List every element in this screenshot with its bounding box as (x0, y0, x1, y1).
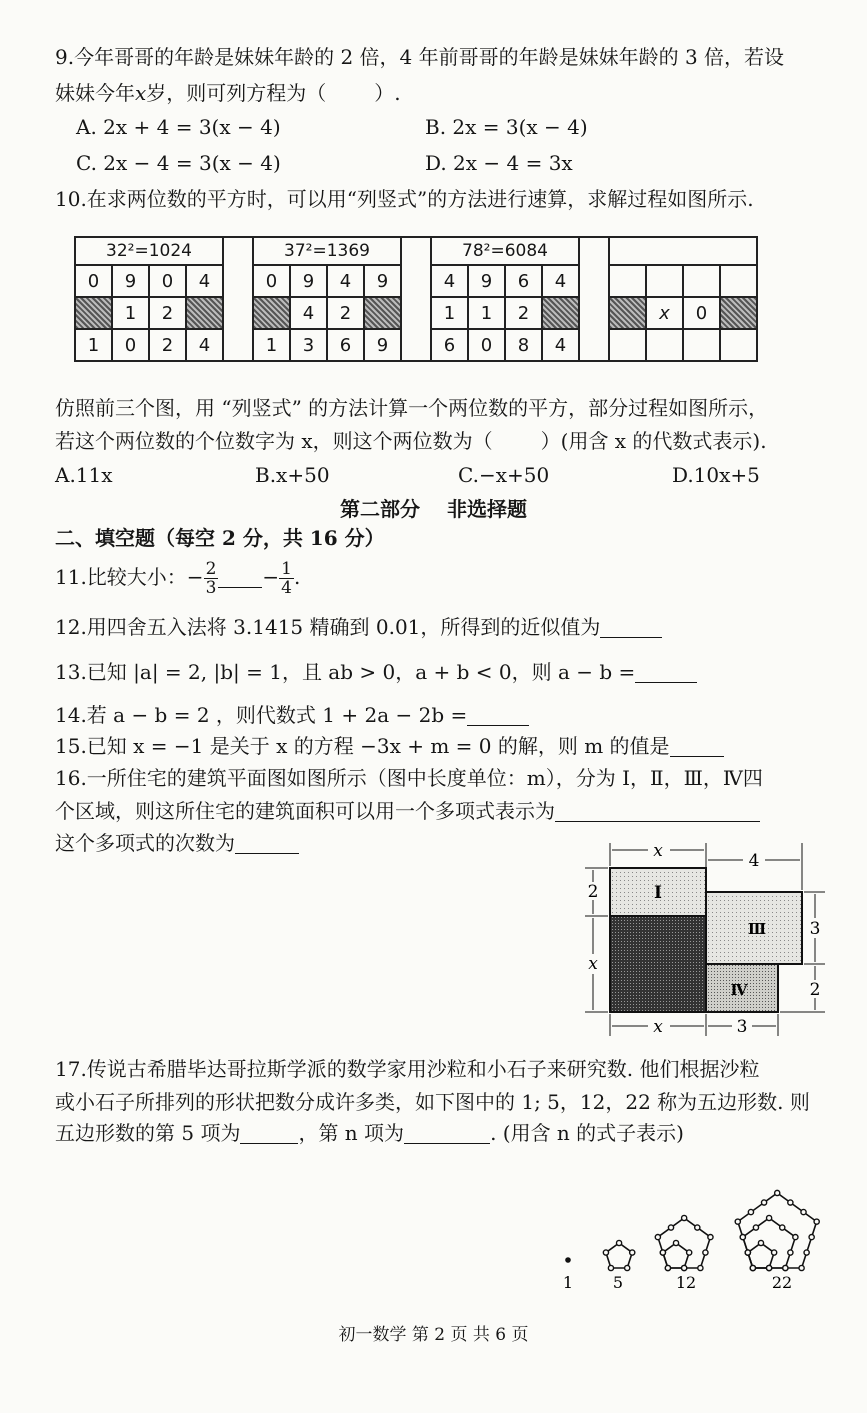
pent-dot (625, 1265, 630, 1270)
cell (720, 329, 757, 361)
pent-label-5: 5 (612, 1273, 624, 1292)
pent-dot (608, 1265, 613, 1270)
pent-dot (603, 1250, 608, 1255)
q9-option-d: D. 2x − 4 = 3x (425, 151, 573, 175)
cell: 4 (431, 265, 468, 297)
pent-outline (738, 1193, 817, 1268)
q9-line2: 妹妹今年x岁，则可列方程为（ ）. (55, 81, 401, 105)
q16-line2: 个区域，则这所住宅的建筑面积可以用一个多项式表示为 (55, 796, 760, 826)
cell (683, 329, 720, 361)
cell: 1 (431, 297, 468, 329)
cell: 4 (542, 265, 579, 297)
pent-dot (698, 1265, 703, 1270)
dim-right-3: 3 (809, 919, 821, 939)
pent-dot (660, 1250, 665, 1255)
pent-dot (735, 1219, 740, 1224)
cell: 9 (468, 265, 505, 297)
region-4-label: Ⅳ (730, 981, 748, 999)
dim-top-4: 4 (748, 851, 760, 871)
pent-dot (750, 1265, 755, 1270)
pent-dot (695, 1225, 700, 1230)
cell: 1 (75, 329, 112, 361)
cell (646, 329, 683, 361)
pent-dot (682, 1265, 687, 1270)
part-two-title: 第二部分 非选择题 (340, 497, 527, 521)
cell: 4 (186, 329, 223, 361)
cell: 0 (253, 265, 290, 297)
q10-line3: 若这个两位数的个位数字为 x，则这个两位数为（ ）(用含 x 的代数式表示). (55, 429, 767, 453)
cell: 2 (149, 297, 186, 329)
dim-top-x: x (653, 841, 663, 861)
pent-dot (804, 1250, 809, 1255)
q9-option-c: C. 2x − 4 = 3(x − 4) (76, 151, 281, 175)
q10-option-b: B.x+50 (255, 463, 330, 487)
pent-dot (616, 1240, 621, 1245)
region-1-label: Ⅰ (654, 883, 662, 903)
pent-dot (630, 1250, 635, 1255)
q12: 12.用四舍五入法将 3.1415 精确到 0.01，所得到的近似值为 (55, 612, 662, 642)
pent-dot (753, 1225, 758, 1230)
pent-dot (780, 1225, 785, 1230)
grid2-header: 37²=1369 (253, 237, 401, 265)
shaded-cell (186, 297, 223, 329)
dim-left-x: x (588, 954, 598, 974)
pent-dot (772, 1250, 777, 1255)
pent-dot (655, 1234, 660, 1239)
q9-option-a: A. 2x + 4 = 3(x − 4) (76, 115, 281, 139)
pent-outline (658, 1218, 711, 1268)
q9-option-b: B. 2x = 3(x − 4) (425, 115, 588, 139)
cell: 6 (327, 329, 364, 361)
pent-dot (673, 1240, 678, 1245)
pent-dot (748, 1209, 753, 1214)
pent-dot (668, 1225, 673, 1230)
cell: 2 (149, 329, 186, 361)
pent-label-12: 12 (675, 1273, 697, 1292)
cell: 4 (186, 265, 223, 297)
cell: 2 (327, 297, 364, 329)
cell: 4 (542, 329, 579, 361)
pent-outline (606, 1243, 632, 1268)
q14: 14.若 a − b = 2 ，则代数式 1 + 2a − 2b = (55, 700, 529, 730)
q17-line3: 五边形数的第 5 项为 ，第 n 项为 . (用含 n 的式子表示) (55, 1121, 684, 1145)
q9-line1: 9.今年哥哥的年龄是妹妹年龄的 2 倍，4 年前哥哥的年龄是妹妹年龄的 3 倍，若设 (55, 45, 785, 69)
region-2 (610, 916, 706, 1012)
pent-dot (799, 1265, 804, 1270)
pent-dot (809, 1234, 814, 1239)
pent-dot (745, 1250, 750, 1255)
cell: 6 (505, 265, 542, 297)
pent-dot (814, 1219, 819, 1224)
shaded-cell (364, 297, 401, 329)
section-two-title: 二、填空题（每空 2 分，共 16 分） (55, 526, 385, 550)
dim-right-2: 2 (809, 980, 821, 1000)
shaded-cell (720, 297, 757, 329)
pent-dot (740, 1234, 745, 1239)
pent-dot (665, 1265, 670, 1270)
pent-dot (793, 1234, 798, 1239)
cell: 0 (75, 265, 112, 297)
cell: 1 (253, 329, 290, 361)
q11: 11.比较大小：− $\frac{2}{3}$ − $\frac{1}{4}$ . (55, 559, 301, 598)
pent-dot (761, 1200, 766, 1205)
shaded-cell (542, 297, 579, 329)
q15: 15.已知 x = −1 是关于 x 的方程 −3x + m = 0 的解，则 m 的值是 (55, 731, 724, 761)
shaded-cell (609, 297, 646, 329)
cell: 4 (327, 265, 364, 297)
q10-line2: 仿照前三个图，用 “列竖式” 的方法计算一个两位数的平方，部分过程如图所示， (55, 396, 769, 420)
grid3-header: 78²=6084 (431, 237, 579, 265)
shaded-cell (253, 297, 290, 329)
pent-dot (788, 1250, 793, 1255)
cell: 4 (290, 297, 327, 329)
pent-dot (565, 1257, 571, 1263)
region-3-label: Ⅲ (747, 920, 767, 938)
cell (646, 265, 683, 297)
cell: x (646, 297, 683, 329)
cell: 2 (505, 297, 542, 329)
pent-dot (775, 1190, 780, 1195)
q13: 13.已知 |a| = 2, |b| = 1，且 ab > 0，a + b < 0，则 a − b = (55, 657, 697, 687)
grid4-header (609, 237, 757, 265)
pent-dot (687, 1250, 692, 1255)
cell: 0 (149, 265, 186, 297)
cell (720, 265, 757, 297)
dim-bottom-x: x (653, 1017, 663, 1037)
pent-dot (767, 1215, 772, 1220)
cell: 8 (505, 329, 542, 361)
q10-option-c: C.−x+50 (458, 463, 550, 487)
cell: 9 (112, 265, 149, 297)
cell: 3 (290, 329, 327, 361)
pent-dot (783, 1265, 788, 1270)
cell: 1 (112, 297, 149, 329)
dim-left-2: 2 (587, 882, 599, 902)
vertical-square-table (74, 236, 758, 362)
cell: 0 (468, 329, 505, 361)
pentagonal-numbers-figure (550, 1170, 840, 1300)
dim-bottom-3: 3 (736, 1017, 748, 1037)
pent-dot (767, 1265, 772, 1270)
q17-line2: 或小石子所排列的形状把数分成许多类，如下图中的 1; 5，12，22 称为五边形数. 则 (55, 1090, 810, 1114)
q10-line1: 10.在求两位数的平方时，可以用“列竖式”的方法进行速算，求解过程如图所示. (55, 187, 754, 211)
pent-dot (703, 1250, 708, 1255)
cell: 9 (364, 265, 401, 297)
cell: 6 (431, 329, 468, 361)
cell (609, 329, 646, 361)
q16-line1: 16.一所住宅的建筑平面图如图所示（图中长度单位：m），分为 Ⅰ，Ⅱ，Ⅲ，Ⅳ四 (55, 766, 763, 790)
pent-dot (801, 1209, 806, 1214)
pent-dot (788, 1200, 793, 1205)
pent-dot (708, 1234, 713, 1239)
cell (683, 265, 720, 297)
page-footer: 初一数学 第 2 页 共 6 页 (338, 1325, 529, 1345)
pent-dot (682, 1215, 687, 1220)
cell: 1 (468, 297, 505, 329)
cell: 9 (290, 265, 327, 297)
q17-line1: 17.传说古希腊毕达哥拉斯学派的数学家用沙粒和小石子来研究数. 他们根据沙粒 (55, 1057, 760, 1081)
pent-label-1: 1 (562, 1273, 574, 1292)
floor-plan-figure (575, 838, 830, 1038)
cell (609, 265, 646, 297)
q10-option-a: A.11x (55, 463, 113, 487)
cell: 0 (112, 329, 149, 361)
q10-option-d: D.10x+5 (672, 463, 760, 487)
cell: 0 (683, 297, 720, 329)
cell: 9 (364, 329, 401, 361)
pentagon-dots (565, 1190, 819, 1270)
pent-label-22: 22 (771, 1273, 793, 1292)
grid1-header: 32²=1024 (75, 237, 223, 265)
pent-dot (758, 1240, 763, 1245)
shaded-cell (75, 297, 112, 329)
q16-line3: 这个多项式的次数为 (55, 828, 299, 858)
